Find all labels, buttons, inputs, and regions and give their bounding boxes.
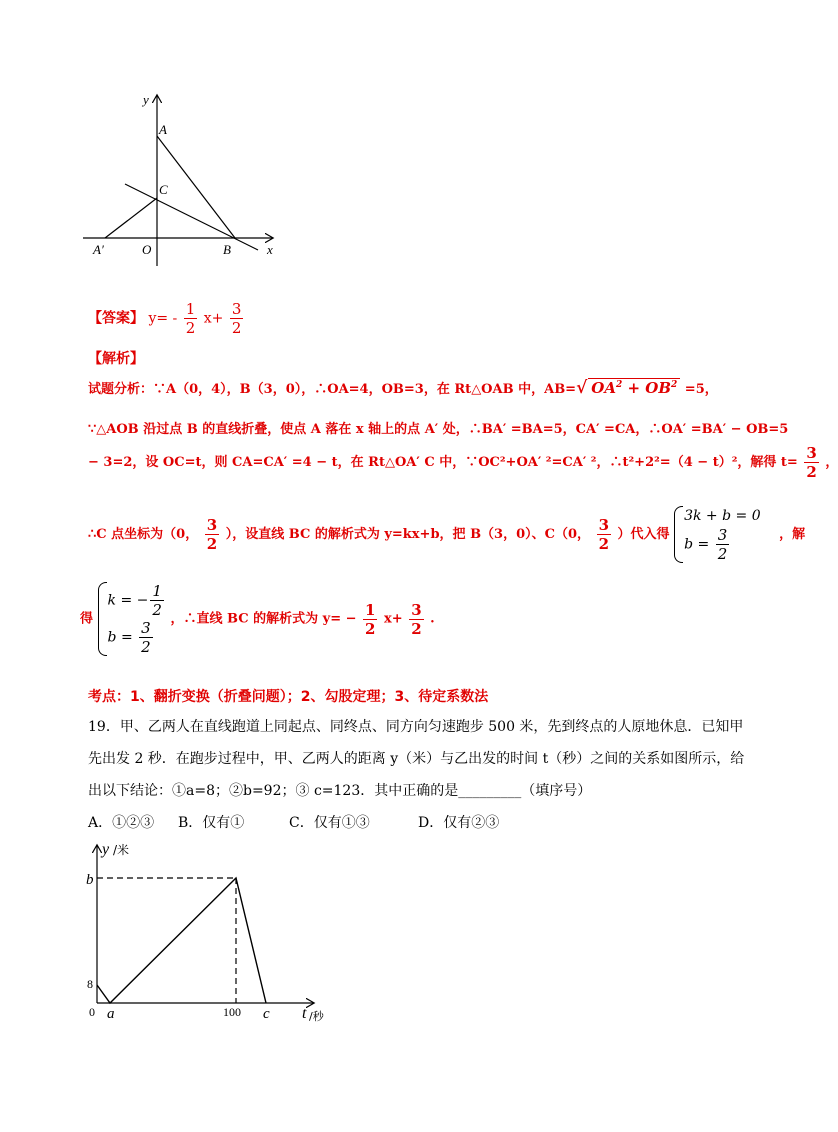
label-b-value: b (86, 872, 94, 888)
analysis-line-4: ∴C 点坐标为（0， $\frac{3}{2}$ ），设直线 BC 的解析式为 y=kx+b，把 B（3，0）、C（0， $\frac{3}{2}$ ）代入得 3k + b = 0 b = $\frac{3}{2}$ ，解 (88, 508, 806, 563)
label-y-unit: /米 (113, 843, 130, 857)
equation-system-1: 3k + b = 0 b = $\frac{3}{2}$ (674, 506, 761, 563)
label-y-axis: y (102, 841, 110, 858)
option-c: C．仅有①③ (289, 815, 370, 831)
label-a: A (159, 122, 167, 137)
label-a-value: a (107, 1006, 115, 1022)
analysis-tag: 【解析】 (88, 351, 144, 367)
key-points: 考点：1、翻折变换（折叠问题）；2、勾股定理；3、待定系数法 (88, 689, 489, 705)
segment-ab (157, 136, 235, 238)
answer-prefix: y= - (148, 310, 178, 327)
answer-fraction-2: $\frac{3}{2}$ (231, 300, 242, 337)
question-19-line-2: 先出发 2 秒．在跑步过程中，甲、乙两人的距离 y（米）与乙出发的时间 t（秒）之间的关系如图所示，给 (88, 751, 745, 767)
label-origin: 0 (89, 1005, 95, 1019)
distance-graph (97, 878, 266, 1003)
answer-fraction-1: $\frac{1}{2}$ (185, 300, 196, 337)
label-t-unit: /秒 (309, 1010, 324, 1023)
label-8: 8 (87, 977, 93, 991)
fold-line-bc (125, 184, 258, 250)
answer-mid: x+ (203, 310, 224, 327)
fold-diagram (80, 88, 290, 278)
analysis-line-3: − 3=2，设 OC=t，则 CA=CA′ =4 − t，在 Rt△OA′ C 中，∵OC²+OA′ ²=CA′ ²，∴t²+2²=（4 − t）²，解得 t= $\frac{3}{2}$ ， (88, 444, 838, 481)
analysis-line-1: 试题分析：∵A（0，4），B（3，0），∴OA=4，OB=3，在 Rt△OAB 中，AB=√ $OA^2 + OB^2 =5$， (88, 378, 718, 398)
answer-line (88, 300, 245, 337)
distance-time-graph (80, 840, 340, 1040)
answer-tag: 【答案】 (88, 310, 144, 327)
analysis-line-5: 得 k = − $\frac{1}{2}$ b = $\frac{3}{2}$ ，∴直线 BC 的解析式为 y= − $\frac{1}{2}$ x+ $\frac{3}{2}$ . (80, 582, 435, 656)
question-19-line-3: 出以下结论：①a=8；②b=92；③ c=123．其中正确的是_________（填序号） (88, 783, 592, 799)
option-b: B．仅有① (178, 815, 245, 831)
equation-system-2: k = − $\frac{1}{2}$ b = $\frac{3}{2}$ (98, 582, 166, 656)
label-o: O (142, 242, 152, 257)
segment-a-prime-c (105, 198, 157, 238)
label-y: y (143, 92, 149, 107)
label-100: 100 (223, 1005, 241, 1019)
label-b: B (223, 242, 231, 257)
label-c: C (159, 182, 168, 197)
label-x: x (267, 242, 273, 257)
analysis-line-2: ∵△AOB 沿过点 B 的直线折叠，使点 A 落在 x 轴上的点 A′ 处，∴BA′ =BA=5，CA′ =CA，∴OA′ =BA′ − OB=5 (88, 422, 789, 437)
option-a: A．①②③ (88, 815, 155, 831)
option-d: D．仅有②③ (418, 815, 500, 831)
label-a-prime: A′ (93, 242, 104, 257)
label-t-axis: t (302, 1005, 307, 1022)
question-19-line-1: 19．甲、乙两人在直线跑道上同起点、同终点、同方向匀速跑步 500 米，先到终点的人原地休息．已知甲 (88, 719, 744, 735)
label-c-value: c (263, 1006, 270, 1022)
